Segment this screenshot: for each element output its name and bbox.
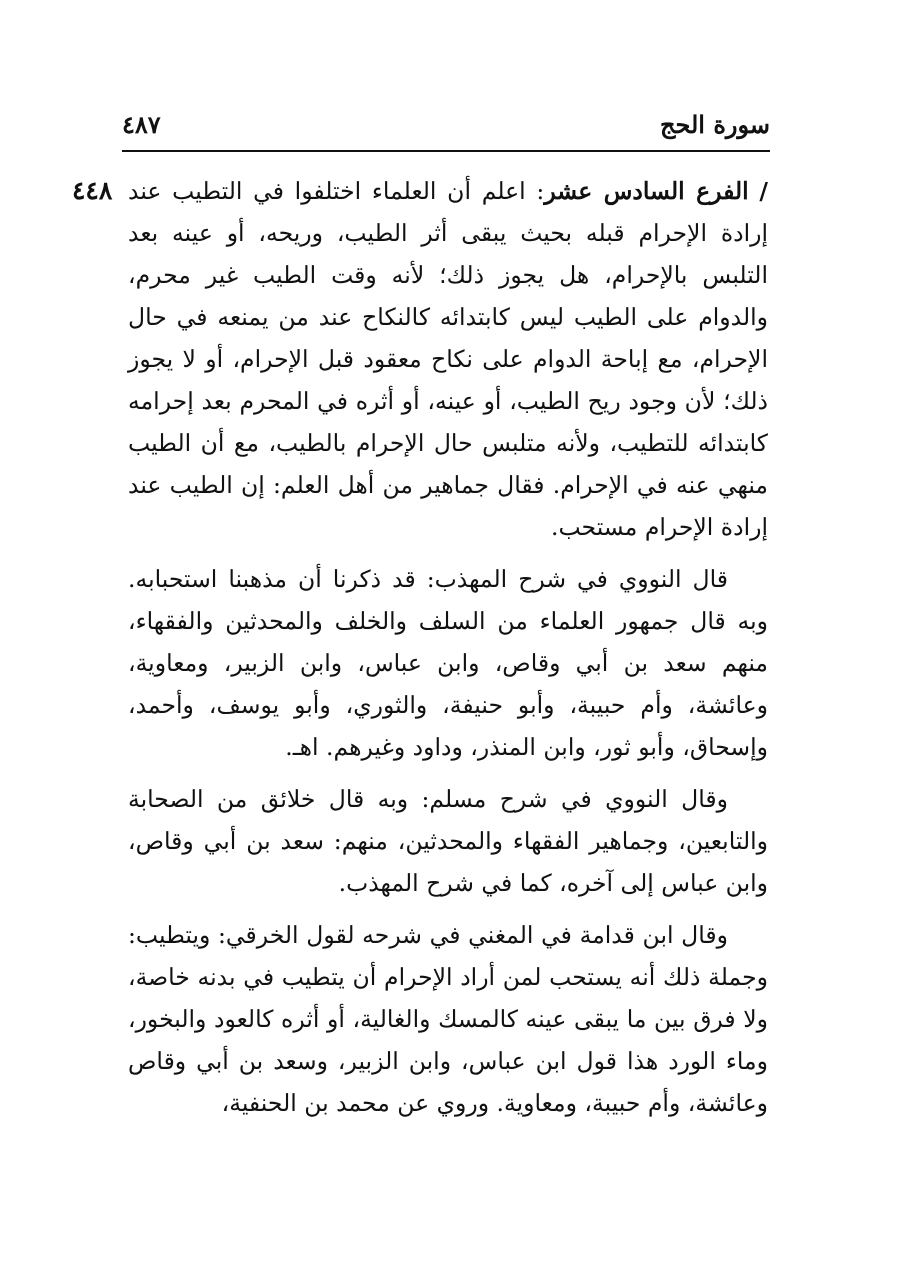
- section-title: الفرع السادس عشر: [544, 177, 749, 205]
- paragraph-1: [128, 170, 768, 548]
- paragraph-4: وقال ابن قدامة في المغني في شرحه لقول الخرقي: ويتطيب: وجملة ذلك أنه يستحب لمن أراد الإحرام أن يتطيب في بدنه خاصة، ولا فرق بين ما يبقى عينه كالمسك والغالية، أو أثره كالعود والبخور، وماء الورد هذا قول ابن عباس، وابن الزبير، وسعد بن أبي وقاص وعائشة، وأم حبيبة، ومعاوية. وروي عن محمد بن الحنفية،: [128, 921, 768, 1117]
- running-title: سورة الحج: [660, 110, 770, 139]
- paragraph-1-text: : اعلم أن العلماء اختلفوا في التطيب عند إرادة الإحرام قبله بحيث يبقى أثر الطيب، وريحه، أو عينه بعد التلبس بالإحرام، هل يجوز ذلك؛ لأنه وقت الطيب غير محرم، والدوام على الطيب ليس كابتدائه كالنكاح عند من يمنعه في حال الإحرام، مع إباحة الدوام على نكاح معقود قبل الإحرام، أو لا يجوز ذلك؛ لأن وجود ريح الطيب، أو عينه، أو أثره في المحرم بعد إحرامه كابتدائه للتطيب، ولأنه متلبس حال الإحرام بالطيب، مع أن الطيب منهي عنه في الإحرام. فقال جماهير من أهل العلم: إن الطيب عند إرادة الإحرام مستحب.: [128, 177, 768, 541]
- margin-number: ٤٤٨: [72, 176, 113, 205]
- paragraph-marker: /: [759, 177, 768, 205]
- page-header: [122, 108, 770, 150]
- body-text: [128, 170, 768, 1134]
- paragraph-3: وقال النووي في شرح مسلم: وبه قال خلائق من الصحابة والتابعين، وجماهير الفقهاء والمحدثين، منهم: سعد بن أبي وقاص، وابن عباس إلى آخره، كما في شرح المهذب.: [128, 785, 768, 897]
- paragraph-2: قال النووي في شرح المهذب: قد ذكرنا أن مذهبنا استحبابه. وبه قال جمهور العلماء من السلف والخلف والمحدثين والفقهاء، منهم سعد بن أبي وقاص، وابن عباس، وابن الزبير، ومعاوية، وعائشة، وأم حبيبة، وأبو حنيفة، والثوري، وأبو يوسف، وأحمد، وإسحاق، وأبو ثور، وابن المنذر، وداود وغيرهم. اهـ.: [128, 565, 768, 761]
- page-number: ٤٨٧: [122, 110, 161, 139]
- header-rule: [122, 150, 770, 152]
